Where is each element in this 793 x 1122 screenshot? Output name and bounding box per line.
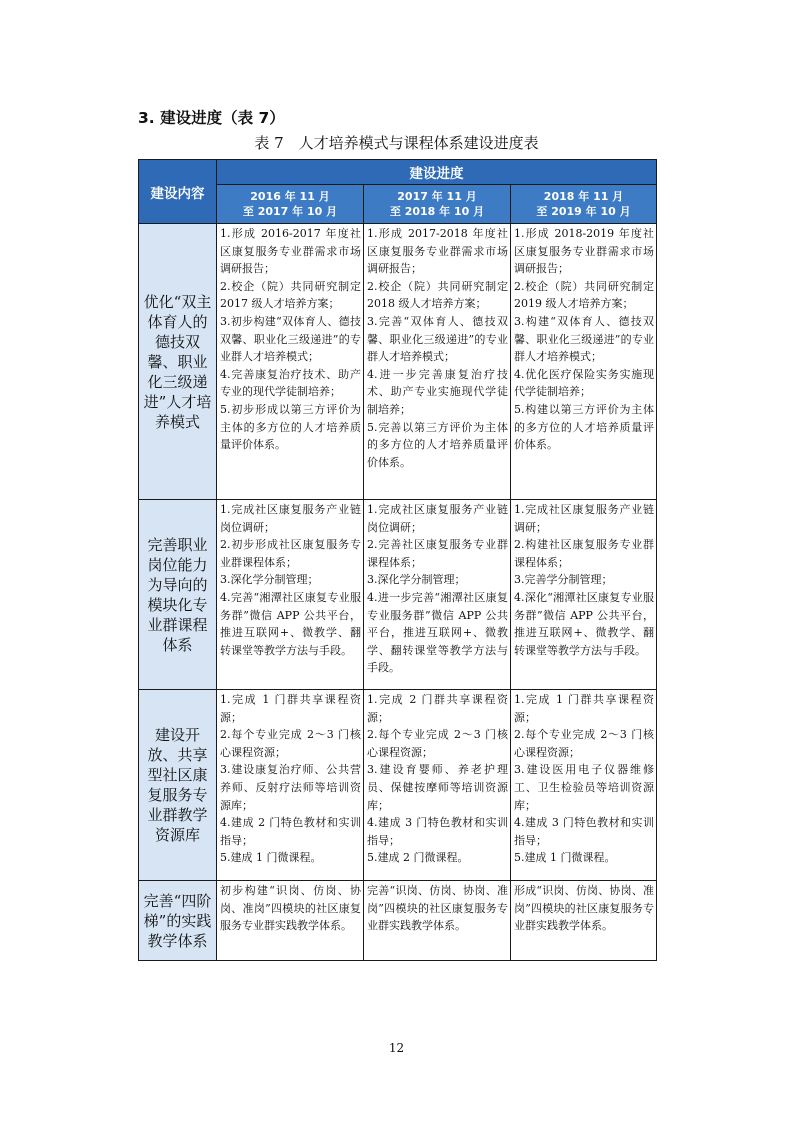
cell-item: 初步构建“识岗、仿岗、协岗、准岗”四模块的社区康复服务专业群实践教学体系。 xyxy=(220,884,361,933)
period-start: 2017 年 11 月 xyxy=(397,190,477,203)
cell-item: 5.建成 2 门微课程。 xyxy=(367,851,469,865)
progress-table xyxy=(138,159,657,961)
cell-item: 5.初步形成以第三方评价为主体的多方位的人才培养质量评价体系。 xyxy=(220,402,361,452)
cell-item: 4.深化“湘潭社区康复专业服务群”微信 APP 公共平台，推进互联网+、微教学、翻转课堂等教学方法与手段。 xyxy=(514,590,655,657)
cell-item: 1.完成社区康复服务产业链岗位调研； xyxy=(220,503,361,534)
cell-item: 3.构建“双体育人、德技双馨、职业化三级递进”的专业群人才培养模式； xyxy=(514,314,655,364)
column-header-content: 建设内容 xyxy=(139,160,217,224)
table-cell xyxy=(511,224,657,500)
table-cell xyxy=(217,224,364,500)
table-row xyxy=(139,690,657,881)
table-cell xyxy=(364,224,511,500)
cell-item: 2.初步形成社区康复服务专业群课程体系； xyxy=(220,538,361,569)
table-cell xyxy=(217,690,364,881)
cell-item: 5.建成 1 门微课程。 xyxy=(514,851,616,865)
cell-item: 2.每个专业完成 2～3 门核心课程资源； xyxy=(367,728,508,759)
cell-item: 2.完善社区康复服务专业群课程体系； xyxy=(367,538,508,569)
table-subheader-row xyxy=(139,185,657,224)
cell-item: 2.校企（院）共同研究制定 2019 级人才培养方案； xyxy=(514,279,655,311)
table-header-row xyxy=(139,160,657,185)
table-cell xyxy=(364,500,511,690)
table-cell xyxy=(364,690,511,881)
period-header xyxy=(364,185,511,224)
cell-item: 1.完成 2 门群共享课程资源； xyxy=(367,693,508,724)
table-row xyxy=(139,881,657,961)
table-cell xyxy=(217,881,364,961)
table-row xyxy=(139,224,657,500)
cell-item: 1.完成 1 门群共享课程资源； xyxy=(514,693,655,724)
cell-item: 2.校企（院）共同研究制定 2018 级人才培养方案； xyxy=(367,279,508,311)
row-label: 建设开放、共享型社区康复服务专业群教学资源库 xyxy=(139,690,217,881)
cell-item: 4.优化医疗保险实务实施现代学徒制培养； xyxy=(514,367,655,399)
cell-item: 1.形成 2018-2019 年度社区康复服务专业群需求市场调研报告； xyxy=(514,227,655,276)
cell-item: 4.建成 2 门特色教材和实训指导； xyxy=(220,816,361,847)
period-end: 至 2018 年 10 月 xyxy=(389,205,485,218)
cell-item: 2.构建社区康复服务专业群课程体系； xyxy=(514,538,655,569)
cell-item: 3.初步构建“双体育人、德技双馨、职业化三级递进”的专业群人才培养模式； xyxy=(220,314,361,364)
period-header xyxy=(217,185,364,224)
cell-item: 1.完成社区康复服务产业链岗位调研； xyxy=(367,503,508,534)
cell-item: 3.完善学分制管理； xyxy=(514,573,613,587)
cell-item: 5.完善以第三方评价为主体的多方位的人才培养质量评价体系。 xyxy=(367,420,508,469)
table-cell xyxy=(511,881,657,961)
period-start: 2018 年 11 月 xyxy=(543,190,624,203)
row-label: 完善职业岗位能力为导向的模块化专业群课程体系 xyxy=(139,500,217,690)
cell-item: 2.校企（院）共同研究制定 2017 级人才培养方案； xyxy=(220,279,361,311)
table-cell xyxy=(511,500,657,690)
cell-item: 1.形成 2017-2018 年度社区康复服务专业群需求市场调研报告； xyxy=(367,227,508,276)
cell-item: 3.深化学分制管理； xyxy=(367,573,466,587)
row-label: 优化“双主体育人的德技双馨、职业化三级递进”人才培养模式 xyxy=(139,224,217,500)
table-cell xyxy=(217,500,364,690)
cell-item: 4.完善“湘潭社区康复专业服务群”微信 APP 公共平台，推进互联网+、微教学、翻转课堂等教学方法与手段。 xyxy=(220,590,361,657)
cell-item: 2.每个专业完成 2～3 门核心课程资源； xyxy=(220,728,361,759)
cell-item: 3.完善“双体育人、德技双馨、职业化三级递进”的专业群人才培养模式； xyxy=(367,314,508,364)
table-cell xyxy=(364,881,511,961)
period-header xyxy=(511,185,657,224)
cell-item: 4.建成 3 门特色教材和实训指导； xyxy=(514,816,655,847)
cell-item: 4.进一步完善康复治疗技术、助产专业实施现代学徒制培养； xyxy=(367,367,508,416)
cell-item: 5.构建以第三方评价为主体的多方位的人才培养质量评价体系。 xyxy=(514,402,655,452)
period-end: 至 2019 年 10 月 xyxy=(536,205,631,218)
column-header-progress: 建设进度 xyxy=(217,160,657,185)
cell-item: 完善“识岗、仿岗、协岗、准岗”四模块的社区康复服务专业群实践教学体系。 xyxy=(367,884,508,933)
row-label: 完善“四阶梯”的实践教学体系 xyxy=(139,881,217,961)
cell-item: 1.形成 2016-2017 年度社区康复服务专业群需求市场调研报告； xyxy=(220,227,361,276)
cell-item: 4.建成 3 门特色教材和实训指导； xyxy=(367,816,508,847)
table-caption: 表 7 人才培养模式与课程体系建设进度表 xyxy=(254,134,539,152)
cell-item: 1.完成 1 门群共享课程资源； xyxy=(220,693,361,724)
cell-item: 4.完善康复治疗技术、助产专业的现代学徒制培养； xyxy=(220,367,361,399)
period-start: 2016 年 11 月 xyxy=(250,190,330,203)
cell-item: 3.深化学分制管理； xyxy=(220,573,319,587)
cell-item: 2.每个专业完成 2～3 门核心课程资源； xyxy=(514,728,655,759)
table-cell xyxy=(511,690,657,881)
cell-item: 3.建设康复治疗师、公共营养师、反射疗法师等培训资源库； xyxy=(220,763,361,812)
table-row xyxy=(139,500,657,690)
cell-item: 形成“识岗、仿岗、协岗、准岗”四模块的社区康复服务专业群实践教学体系。 xyxy=(514,884,655,933)
cell-item: 3.建设育婴师、养老护理员、保健按摩师等培训资源库； xyxy=(367,763,508,812)
section-heading: 3. 建设进度（表 7） xyxy=(138,109,285,127)
cell-item: 1.完成社区康复服务产业链调研； xyxy=(514,503,655,534)
page-number: 12 xyxy=(388,1041,405,1055)
cell-item: 3.建设医用电子仪器维修工、卫生检验员等培训资源库； xyxy=(514,763,655,812)
cell-item: 5.建成 1 门微课程。 xyxy=(220,851,322,865)
cell-item: 4.进一步完善“湘潭社区康复专业服务群”微信 APP 公共平台，推进互联网+、微教学、翻转课堂等教学方法与手段。 xyxy=(367,590,508,675)
period-end: 至 2017 年 10 月 xyxy=(242,205,338,218)
